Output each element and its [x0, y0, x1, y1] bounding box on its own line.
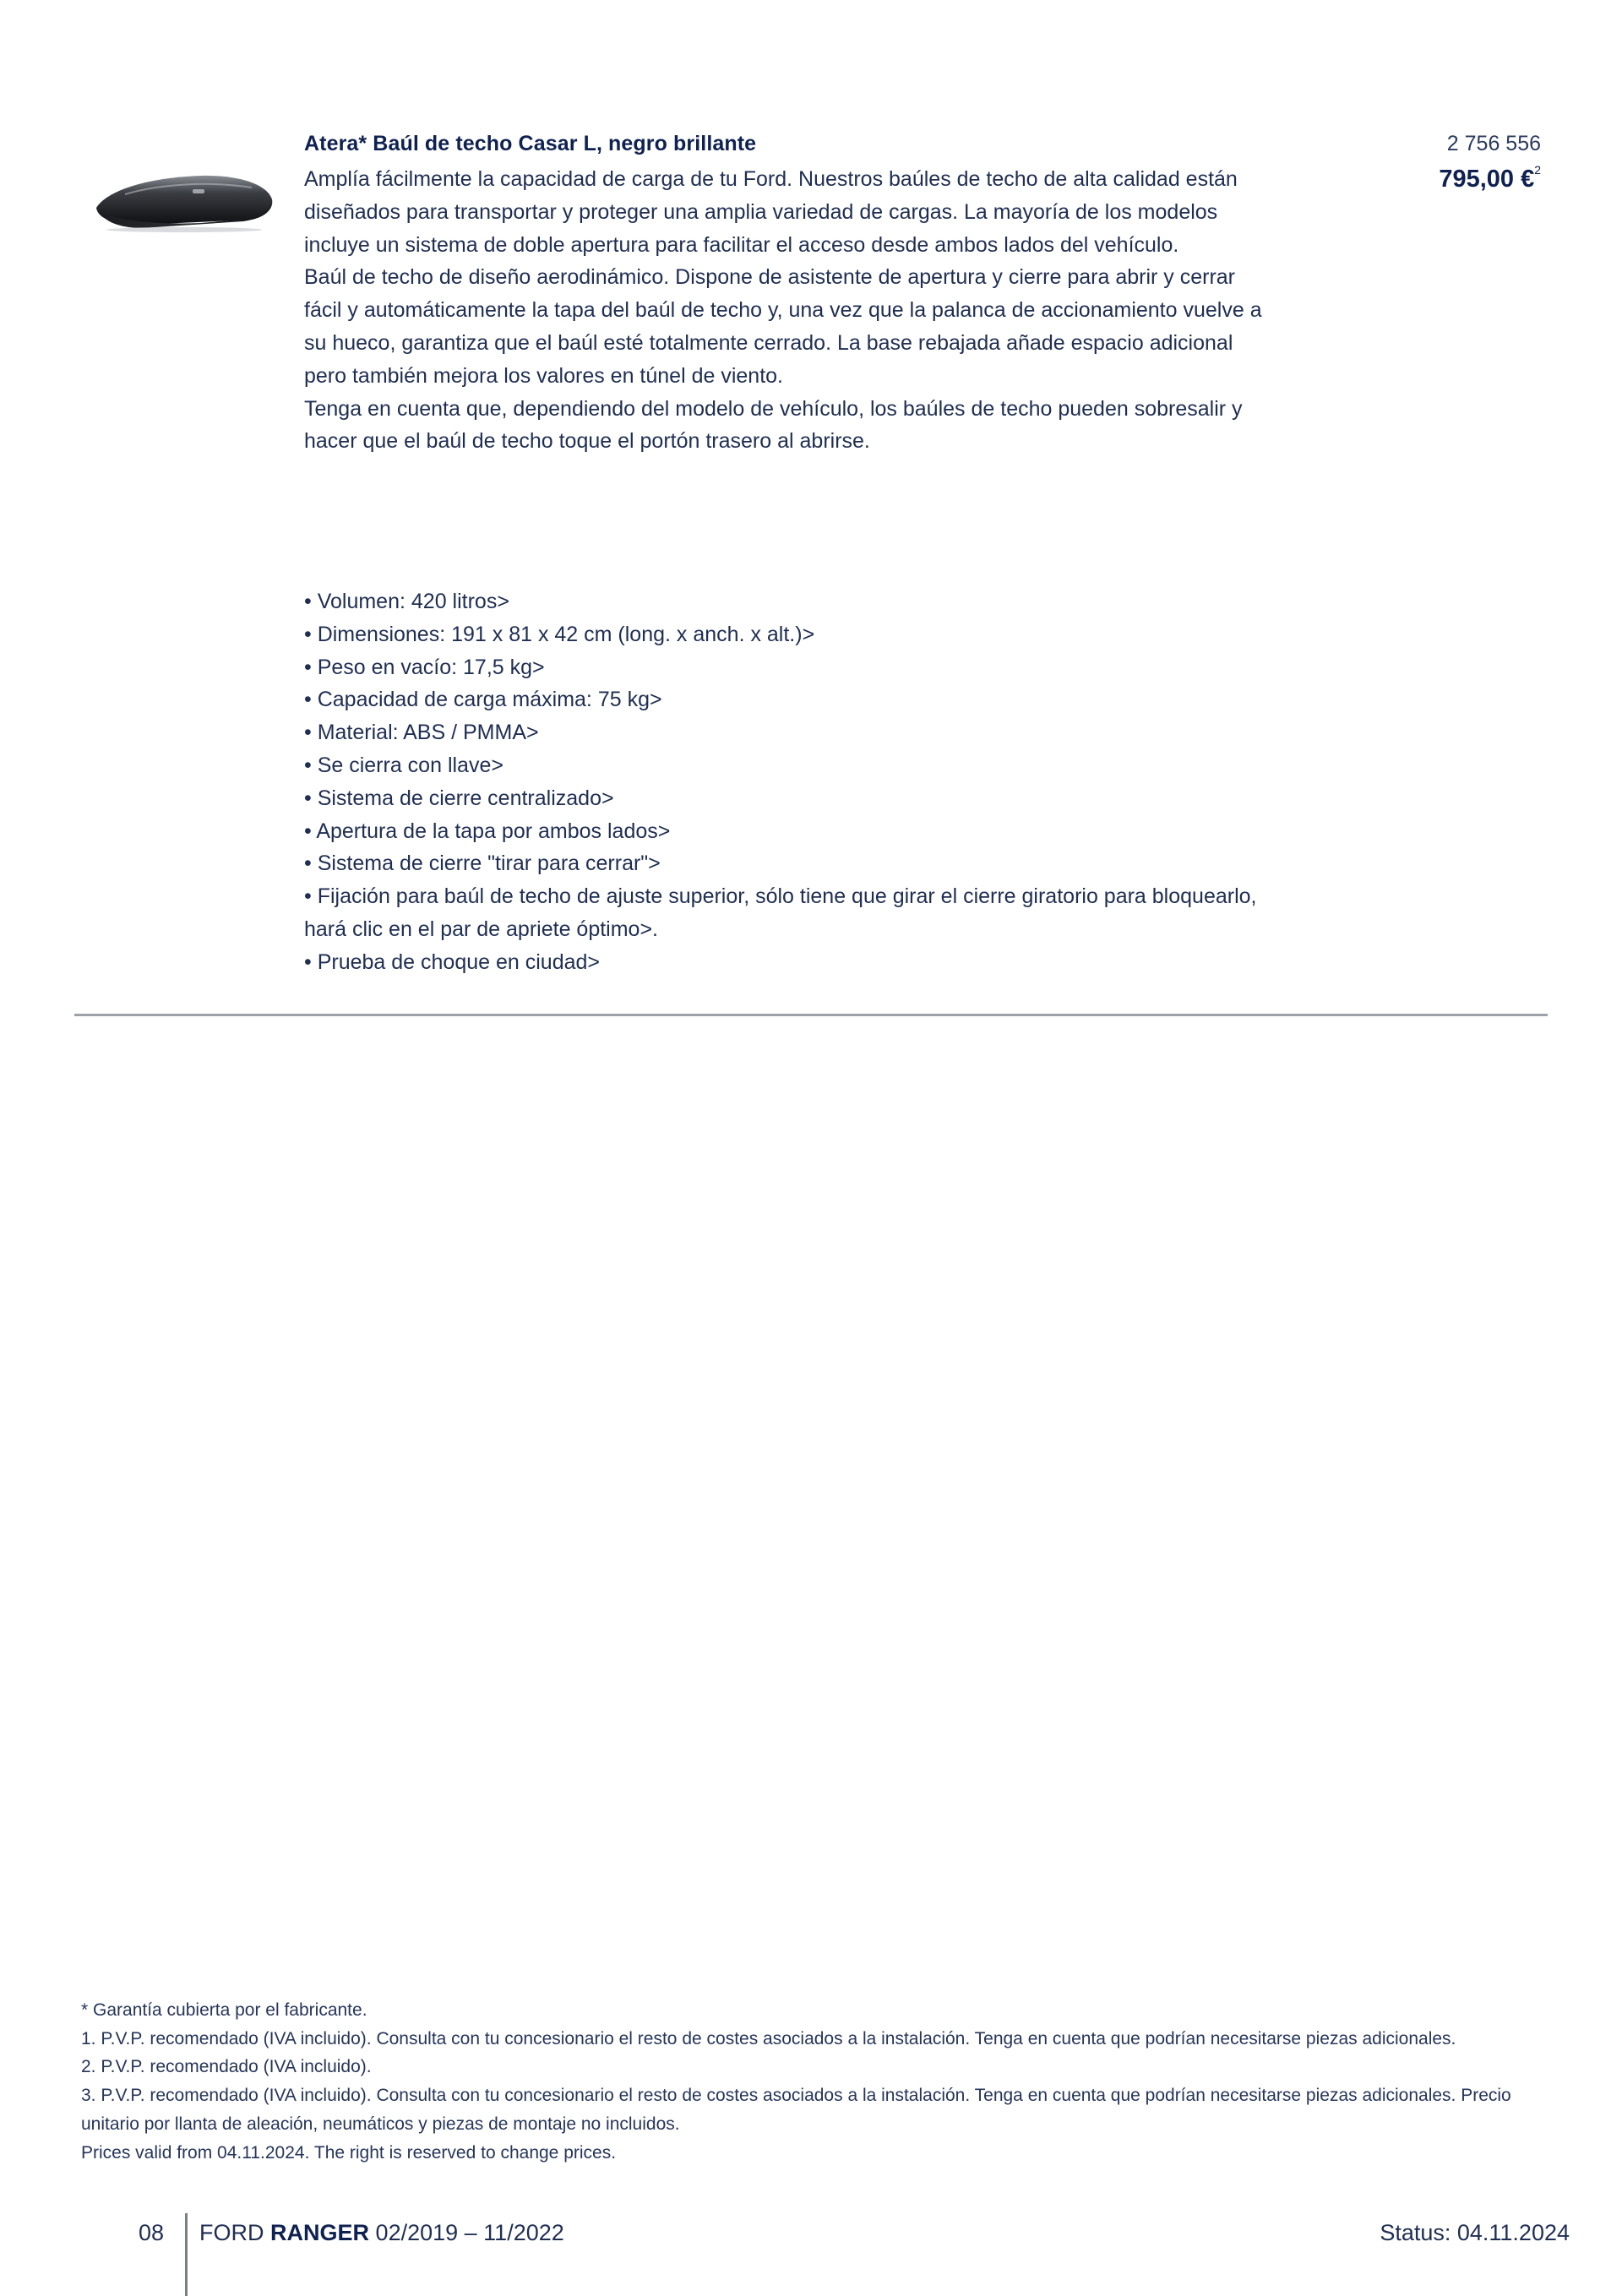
feature-item: • Sistema de cierre "tirar para cerrar"> [304, 847, 1267, 880]
footnote: Prices valid from 04.11.2024. The right is reserved to change prices. [81, 2142, 617, 2163]
footnote: 2. P.V.P. recomendado (IVA incluido). [81, 2057, 372, 2077]
description-paragraph: Tenga en cuenta que, dependiendo del modelo de vehículo, los baúles de techo pueden sobresalir y hacer que el baúl de techo toque el portón trasero al abrirse. [304, 396, 1243, 454]
feature-item: • Fijación para baúl de techo de ajuste superior, sólo tiene que girar el cierre giratorio para bloquearlo, hará clic en el par de apriete óptimo>. [304, 880, 1267, 946]
description-paragraph: Baúl de techo de diseño aerodinámico. Dispone de asistente de apertura y cierre para abrir y cerrar fácil y automáticamente la tapa del baúl de techo y, una vez que la palanca de accionamiento vuelve a su hueco, garantiza que el baúl esté totalmente cerrado. La base rebajada añade espacio adicional pero también mejora los valores en túnel de viento. [304, 265, 1262, 388]
product-description [304, 163, 1267, 458]
model-line [199, 2220, 564, 2246]
brand-name: FORD [199, 2220, 264, 2245]
feature-item: • Capacidad de carga máxima: 75 kg> [304, 683, 1267, 716]
model-name: RANGER [270, 2220, 370, 2245]
footer-separator [185, 2213, 188, 2296]
feature-item: • Prueba de choque en ciudad> [304, 946, 1267, 979]
feature-list [304, 585, 1267, 979]
feature-item: • Peso en vacío: 17,5 kg> [304, 651, 1267, 684]
model-years: 02/2019 – 11/2022 [375, 2220, 564, 2245]
feature-item: • Apertura de la tapa por ambos lados> [304, 815, 1267, 848]
price [1439, 163, 1541, 193]
page-number: 08 [139, 2220, 165, 2245]
feature-item: • Sistema de cierre centralizado> [304, 782, 1267, 815]
section-divider [74, 1014, 1548, 1016]
description-paragraph: Amplía fácilmente la capacidad de carga de tu Ford. Nuestros baúles de techo de alta calidad están diseñados para transportar y proteger una amplia variedad de cargas. La mayoría de los modelos incluye un sistema de doble apertura para facilitar el acceso desde ambos lados del vehículo. [304, 167, 1238, 257]
product-title: Atera* Baúl de techo Casar L, negro brillante [304, 132, 757, 155]
footnote: 1. P.V.P. recomendado (IVA incluido). Consulta con tu concesionario el resto de costes asociados a la instalación. Tenga en cuenta que podrían necesitarse piezas adicionales. [81, 2028, 1456, 2048]
page-footer [0, 2213, 1622, 2296]
feature-item: • Se cierra con llave> [304, 749, 1267, 782]
status-date: Status: 04.11.2024 [1380, 2220, 1570, 2245]
feature-item: • Material: ABS / PMMA> [304, 716, 1267, 749]
price-value: 795,00 € [1439, 166, 1535, 193]
footnote: 3. P.V.P. recomendado (IVA incluido). Consulta con tu concesionario el resto de costes asociados a la instalación. Tenga en cuenta que podrían necesitarse piezas adicionales. Precio unitario por llanta de aleación, neumáticos y piezas de montaje no incluidos. [81, 2086, 1511, 2134]
feature-item: • Volumen: 420 litros> [304, 585, 1267, 618]
feature-item: • Dimensiones: 191 x 81 x 42 cm (long. x anch. x alt.)> [304, 618, 1267, 651]
footnote: * Garantía cubierta por el fabricante. [81, 2000, 367, 2020]
price-footnote-marker: 2 [1534, 163, 1541, 177]
part-number: 2 756 556 [1446, 132, 1541, 155]
footnotes [81, 1996, 1543, 2167]
roof-box-image [91, 166, 277, 233]
